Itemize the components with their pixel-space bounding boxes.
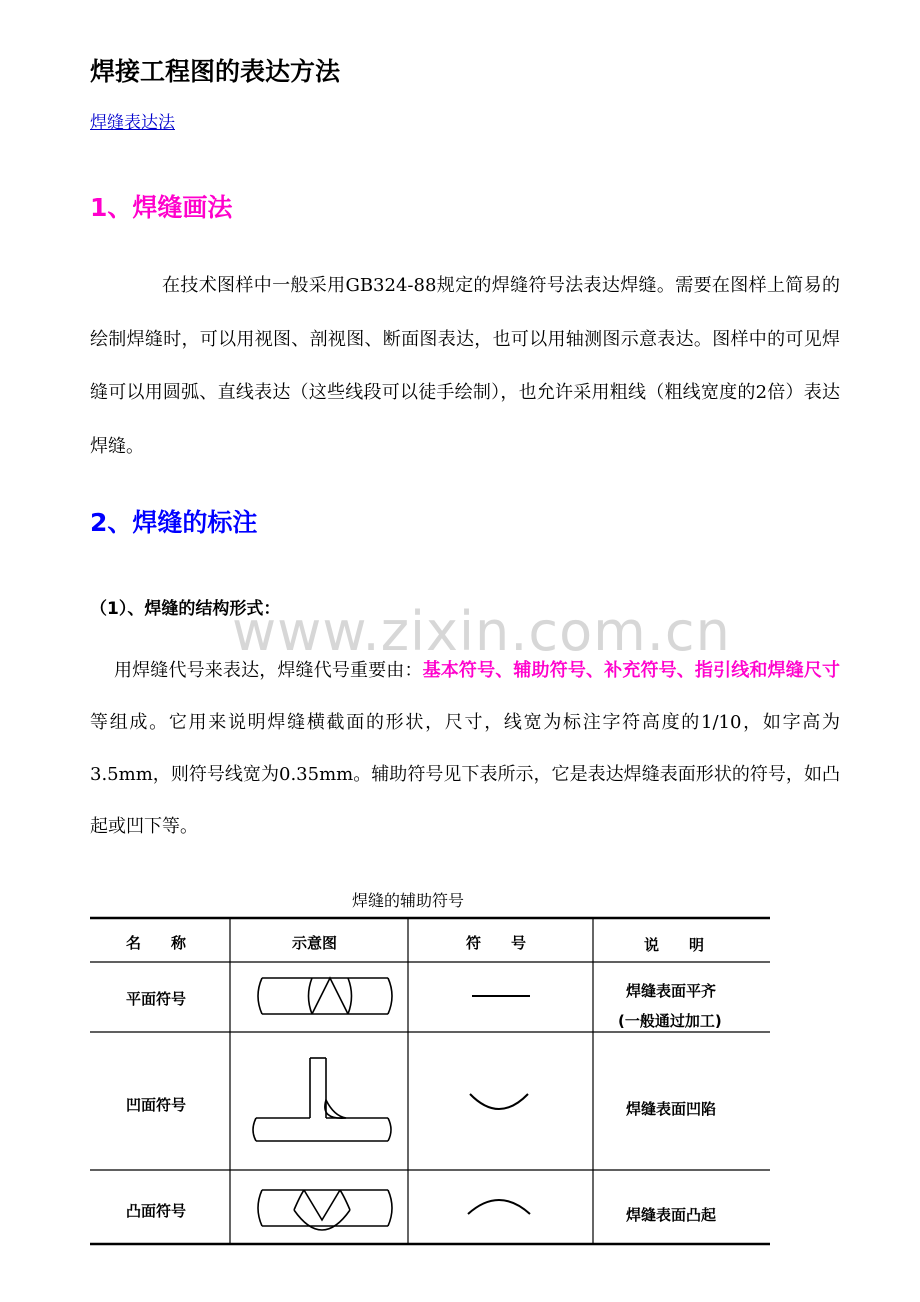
header-description: 说 明 <box>644 936 705 954</box>
convex-symbol <box>468 1200 530 1214</box>
weld-expression-link[interactable]: 焊缝表达法 <box>90 113 175 133</box>
concave-symbol <box>470 1094 528 1109</box>
watermark: www.zixin.com.cn <box>232 600 731 663</box>
row3-desc1: 焊缝表面凸起 <box>626 1206 717 1224</box>
section2-heading: 2、焊缝的标注 <box>90 508 258 537</box>
header-schematic: 示意图 <box>292 934 338 952</box>
flat-weld-schematic <box>258 978 392 1014</box>
header-symbol: 符 号 <box>466 934 527 952</box>
section1-heading: 1、焊缝画法 <box>90 193 233 222</box>
table-caption: 焊缝的辅助符号 <box>352 891 465 910</box>
row1-name: 平面符号 <box>126 990 187 1008</box>
section1-paragraph: 在技术图样中一般采用GB324-88规定的焊缝符号法表达焊缝。需要在图样上简易的绘制焊缝时，可以用视图、剖视图、断面图表达，也可以用轴测图示意表达。图样中的可见焊缝可以用圆弧、直线表达（这些线段可以徒手绘制），也允许采用粗线（粗线宽度的2倍）表达焊缝。 <box>90 275 840 457</box>
row2-desc1: 焊缝表面凹陷 <box>626 1100 717 1118</box>
page-title: 焊接工程图的表达方法 <box>90 57 341 86</box>
section2-subheading: （1）、焊缝的结构形式： <box>90 599 281 619</box>
convex-weld-schematic <box>258 1190 392 1230</box>
para-end: 等组成。它用来说明焊缝横截面的形状，尺寸，线宽为标注字符高度的1/10，如字高为3.5mm，则符号线宽为0.35mm。辅助符号见下表所示，它是表达焊缝表面形状的符号，如凸起或凹下等。 <box>90 712 840 837</box>
row1-desc2: (一般通过加工) <box>618 1012 722 1030</box>
concave-weld-schematic <box>253 1058 391 1141</box>
para-highlight: 基本符号、辅助符号、补充符号、指引线和焊缝尺寸 <box>422 660 841 681</box>
row3-name: 凸面符号 <box>126 1202 187 1220</box>
row2-name: 凹面符号 <box>126 1096 187 1114</box>
para-start: 用焊缝代号来表达，焊缝代号重要由： <box>114 660 423 681</box>
row1-desc1: 焊缝表面平齐 <box>626 982 717 1000</box>
header-name: 名 称 <box>126 934 187 952</box>
